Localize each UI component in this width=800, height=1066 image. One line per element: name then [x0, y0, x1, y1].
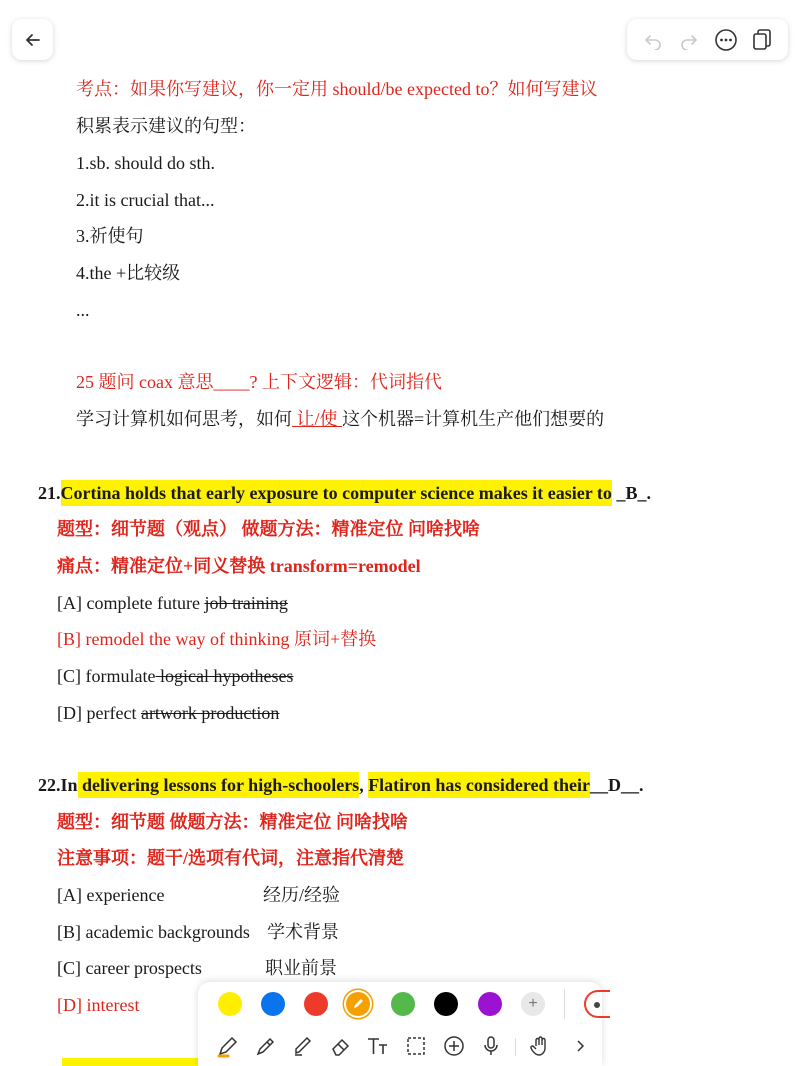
kaodian-note: 考点：如果你写建议，你一定用 should/be expected to？如何写建议 — [76, 79, 598, 99]
q22-highlight-2: Flatiron has considered their — [368, 772, 590, 798]
microphone-icon — [479, 1034, 503, 1058]
undo-icon — [643, 30, 663, 50]
q22-option-c: [C] career prospects — [57, 958, 202, 978]
q21-stem — [38, 481, 651, 505]
lasso-select-tool[interactable] — [402, 1032, 430, 1060]
q21-type: 题型：细节题（观点） 做题方法：精准定位 问啥找啥 — [57, 519, 480, 539]
q21-option-d-text: [D] perfect — [57, 703, 141, 723]
q22-stem — [38, 773, 644, 797]
more-horizontal-icon — [714, 28, 738, 52]
q25-answer-pre: 学习计算机如何思考，如何 — [76, 409, 292, 429]
q21-option-c-text: [C] formulate — [57, 666, 156, 686]
q22-highlight-1: delivering lessons for high-schoolers — [78, 772, 360, 798]
pen-size-dot — [594, 1002, 600, 1008]
top-toolbar — [627, 19, 788, 60]
hand-tool[interactable] — [526, 1032, 554, 1060]
color-swatch-red[interactable] — [304, 992, 328, 1016]
highlighter-icon — [291, 1034, 315, 1058]
color-swatch-purple[interactable] — [478, 992, 502, 1016]
hand-gesture-icon — [528, 1034, 552, 1058]
q21-option-b: [B] remodel the way of thinking 原词+替换 — [57, 629, 377, 649]
lasso-select-icon — [404, 1034, 428, 1058]
q22-option-b-cn: 学术背景 — [267, 922, 339, 942]
add-circle-icon — [442, 1034, 466, 1058]
toolbar-divider-2 — [515, 1038, 516, 1056]
q21-option-a-struck: job training — [204, 593, 288, 613]
redo-icon — [679, 30, 699, 50]
q21-highlighted-stem: Cortina holds that early exposure to computer science makes it easier to — [61, 480, 612, 506]
pattern-ellipsis: ... — [76, 300, 90, 320]
q21-option-a — [57, 591, 288, 615]
q21-number: 21. — [38, 483, 61, 503]
color-swatch-green[interactable] — [391, 992, 415, 1016]
q22-option-c-cn: 职业前景 — [265, 958, 337, 978]
pencil-icon — [254, 1034, 278, 1058]
suggestion-heading: 积累表示建议的句型： — [76, 116, 256, 136]
q21-option-c — [57, 664, 293, 688]
insert-tool[interactable] — [440, 1032, 468, 1060]
text-tool[interactable] — [364, 1032, 392, 1060]
color-swatch-black[interactable] — [434, 992, 458, 1016]
color-swatch-yellow[interactable] — [218, 992, 242, 1016]
highlighter-tool[interactable] — [289, 1032, 317, 1060]
eraser-tool[interactable] — [327, 1032, 355, 1060]
pages-button[interactable] — [748, 26, 776, 54]
arrow-left-icon — [23, 30, 43, 50]
add-color-button[interactable]: + — [521, 992, 545, 1016]
expand-toolbar-button[interactable] — [566, 1032, 594, 1060]
pattern-1: 1.sb. should do sth. — [76, 153, 216, 173]
pen-icon — [215, 1033, 241, 1059]
chevron-right-icon — [571, 1037, 589, 1055]
pen-size-selector[interactable] — [584, 990, 610, 1018]
q25-answer — [76, 407, 604, 431]
pattern-3: 3.祈使句 — [76, 226, 144, 246]
q22-option-a-cn: 经历/经验 — [263, 885, 341, 905]
q21-option-a-text: [A] complete future — [57, 593, 205, 613]
color-swatch-blue[interactable] — [261, 992, 285, 1016]
q21-option-c-struck: logical hypotheses — [155, 666, 294, 686]
q22-comma: , — [359, 775, 369, 795]
voice-tool[interactable] — [477, 1032, 505, 1060]
q22-note: 注意事项：题干/选项有代词，注意指代清楚 — [57, 848, 404, 868]
pen-tool[interactable] — [214, 1032, 242, 1060]
pen-small-icon — [346, 992, 370, 1016]
q25-answer-underlined: 让/使 — [292, 409, 343, 429]
q22-option-b: [B] academic backgrounds — [57, 922, 250, 942]
next-question-highlight — [62, 1058, 202, 1066]
back-button[interactable] — [12, 19, 53, 60]
q21-pain-point: 痛点：精准定位+同义替换 transform=remodel — [57, 556, 421, 576]
redo-button[interactable] — [675, 26, 703, 54]
eraser-icon — [329, 1034, 353, 1058]
undo-button[interactable] — [639, 26, 667, 54]
toolbar-divider — [564, 989, 565, 1019]
q22-option-a: [A] experience — [57, 885, 165, 905]
copy-pages-icon — [751, 28, 773, 52]
q21-option-d — [57, 701, 279, 725]
q21-blank: _B_. — [611, 483, 651, 503]
more-button[interactable] — [712, 26, 740, 54]
color-swatch-orange-selected[interactable] — [346, 992, 370, 1016]
q22-number: 22.In — [38, 775, 78, 795]
q25-answer-post: 这个机器=计算机生产他们想要的 — [342, 409, 605, 429]
pencil-tool[interactable] — [252, 1032, 280, 1060]
pattern-4: 4.the +比较级 — [76, 263, 181, 283]
q22-option-d: [D] interest — [57, 995, 140, 1015]
pattern-2: 2.it is crucial that... — [76, 190, 215, 210]
q25-note: 25 题问 coax 意思____? 上下文逻辑：代词指代 — [76, 372, 442, 392]
q21-option-d-struck: artwork production — [140, 703, 280, 723]
q22-blank: __D__. — [590, 775, 644, 795]
pen-toolbar — [198, 982, 602, 1066]
text-tool-icon — [365, 1034, 391, 1058]
q22-type: 题型：细节题 做题方法：精准定位 问啥找啥 — [57, 812, 408, 832]
